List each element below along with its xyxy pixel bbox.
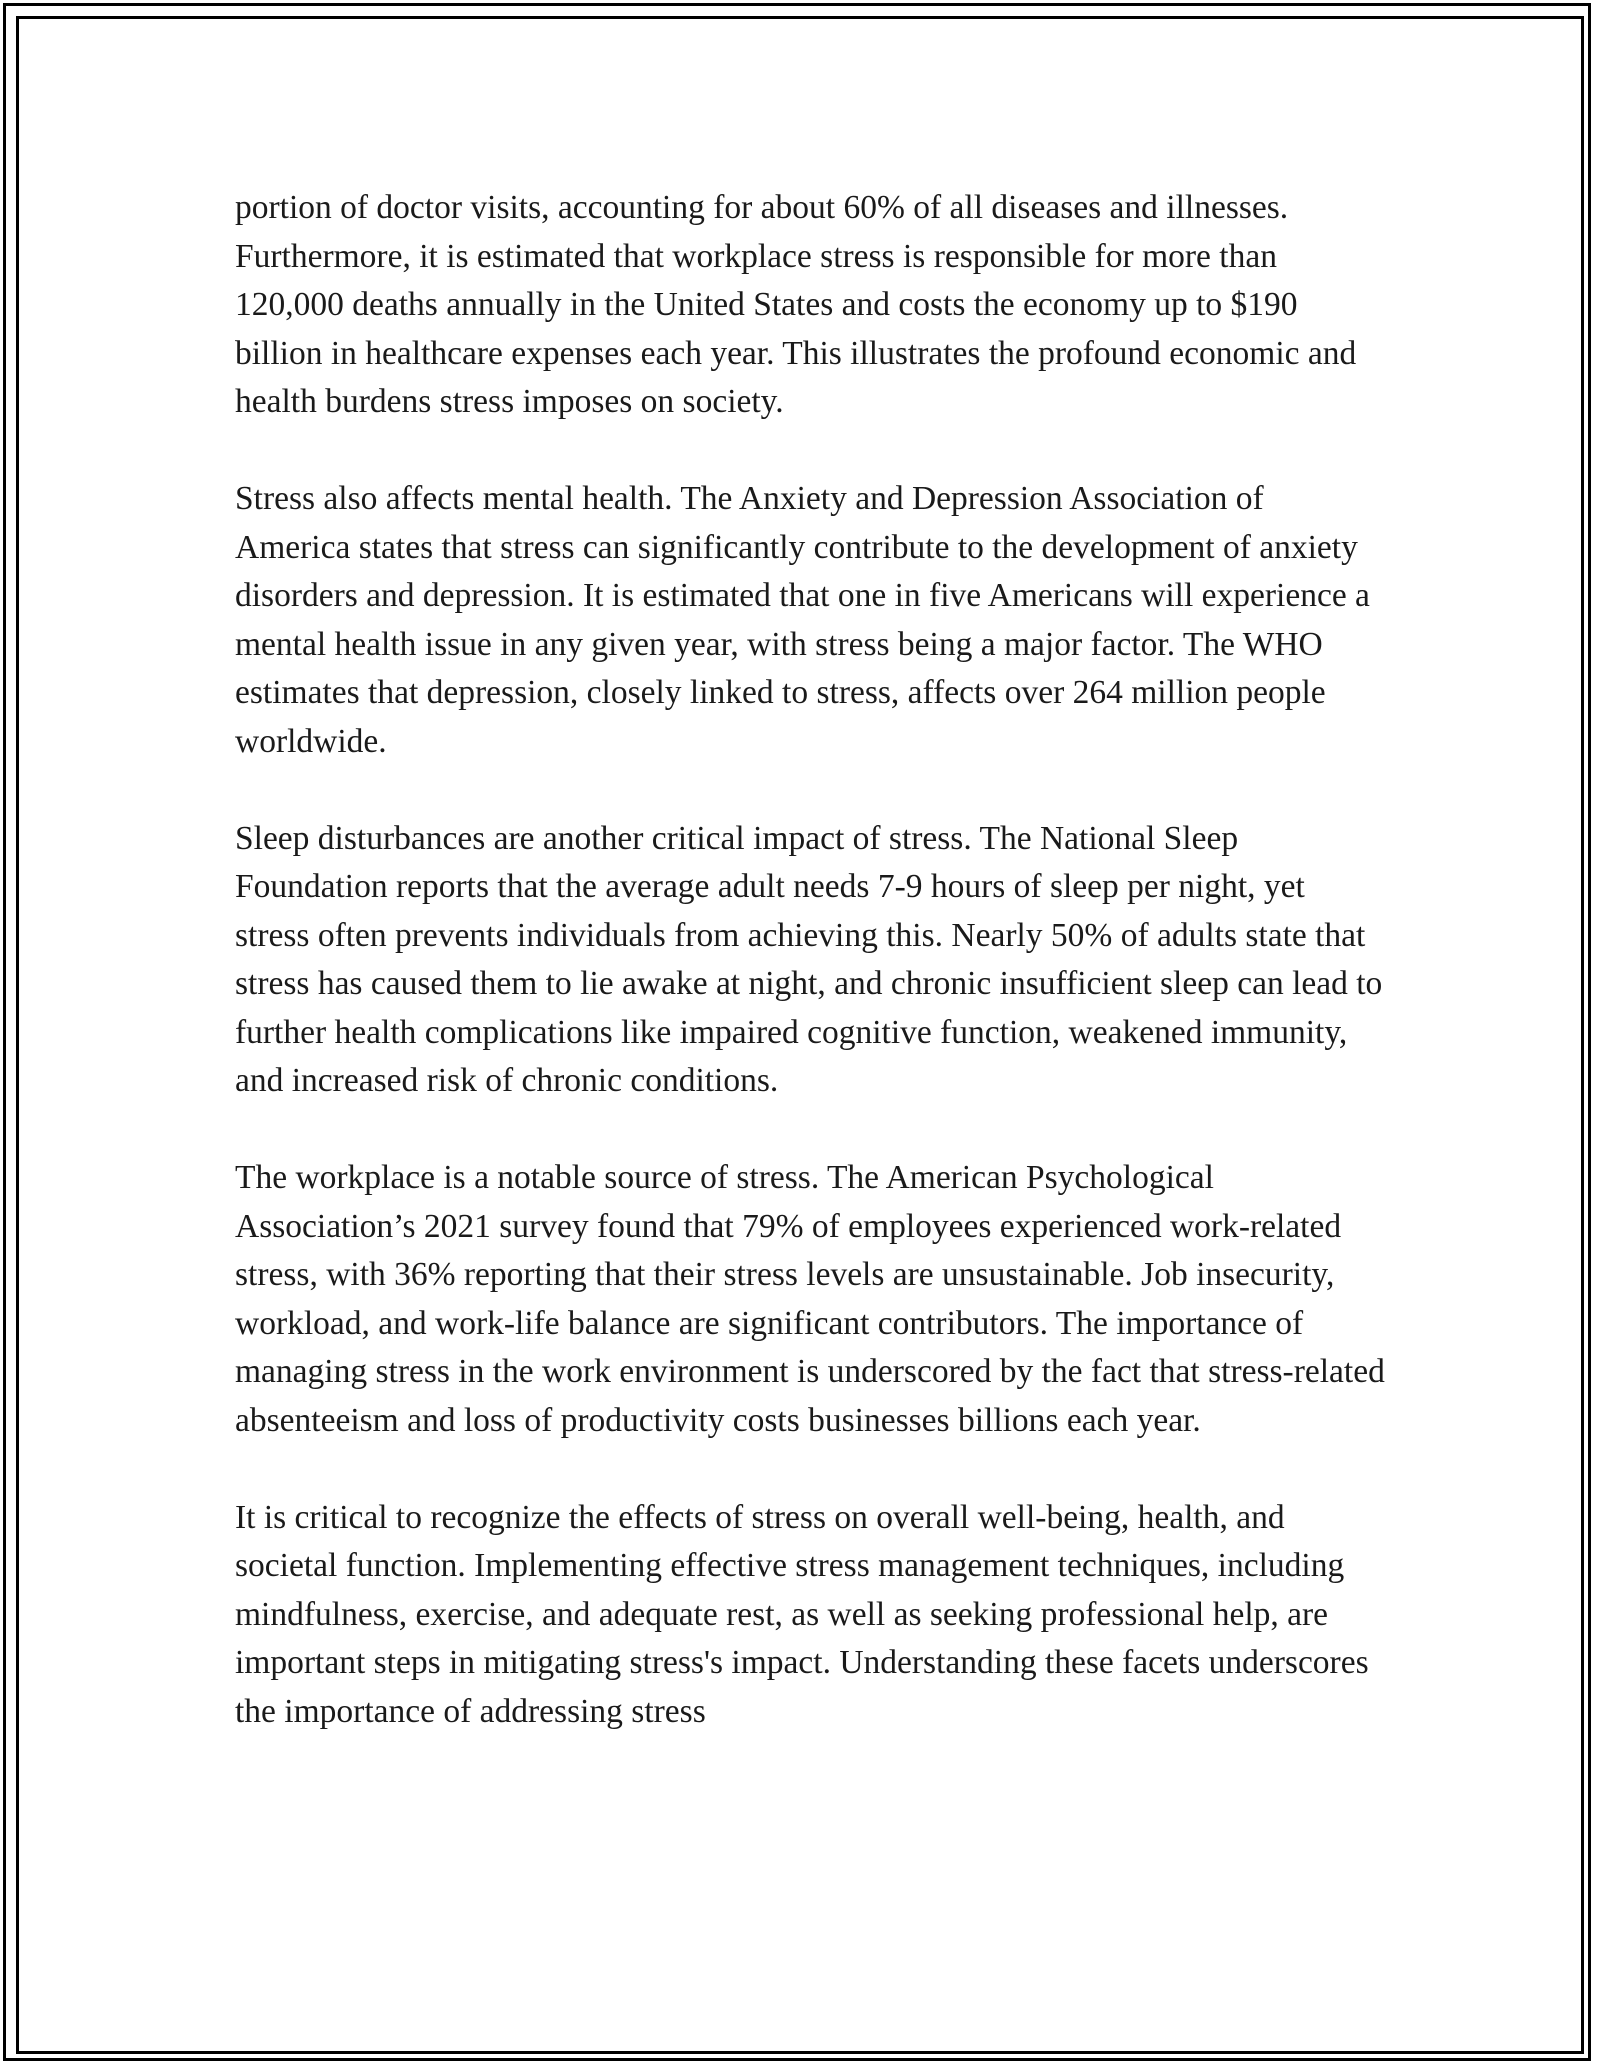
document-body <box>235 184 1385 1736</box>
paragraph-sleep-disturbances: Sleep disturbances are another critical impact of stress. The National Sleep Foundation reports that the average adult needs 7-9 hours of sleep per night, yet stress often prevents individuals from achieving this. Nearly 50% of adults state that stress has caused them to lie awake at night, and chronic insufficient sleep can lead to further health complications like impaired cognitive function, weakened immunity, and increased risk of chronic conditions. <box>235 819 1383 1099</box>
paragraph-mental-health: Stress also affects mental health. The Anxiety and Depression Association of America states that stress can significantly contribute to the development of anxiety disorders and depression. It is estimated that one in five Americans will experience a mental health issue in any given year, with stress being a major factor. The WHO estimates that depression, closely linked to stress, affects over 264 million people worldwide. <box>235 480 1370 760</box>
paragraph-healthcare-costs: portion of doctor visits, accounting for about 60% of all diseases and illnesses. Furthermore, it is estimated that workplace stress is responsible for more than 120,000 deaths annually in the United States and costs the economy up to $190 billion in healthcare expenses each year. This illustrates the profound economic and health burdens stress imposes on society. <box>235 189 1357 420</box>
paragraph-conclusion: It is critical to recognize the effects of stress on overall well-being, health, and societal function. Implementing effective stress management techniques, including mindfulness, exercise, and adequate rest, as well as seeking professional help, are important steps in mitigating stress's impact. Understanding these facets underscores the importance of addressing stress <box>235 1498 1369 1730</box>
paragraph-workplace-stress: The workplace is a notable source of stress. The American Psychological Association’s 2021 survey found that 79% of employees experienced work-related stress, with 36% reporting that their stress levels are unsustainable. Job insecurity, workload, and work-life balance are significant contributors. The importance of managing stress in the work environment is underscored by the fact that stress-related absenteeism and loss of productivity costs businesses billions each year. <box>235 1159 1385 1439</box>
